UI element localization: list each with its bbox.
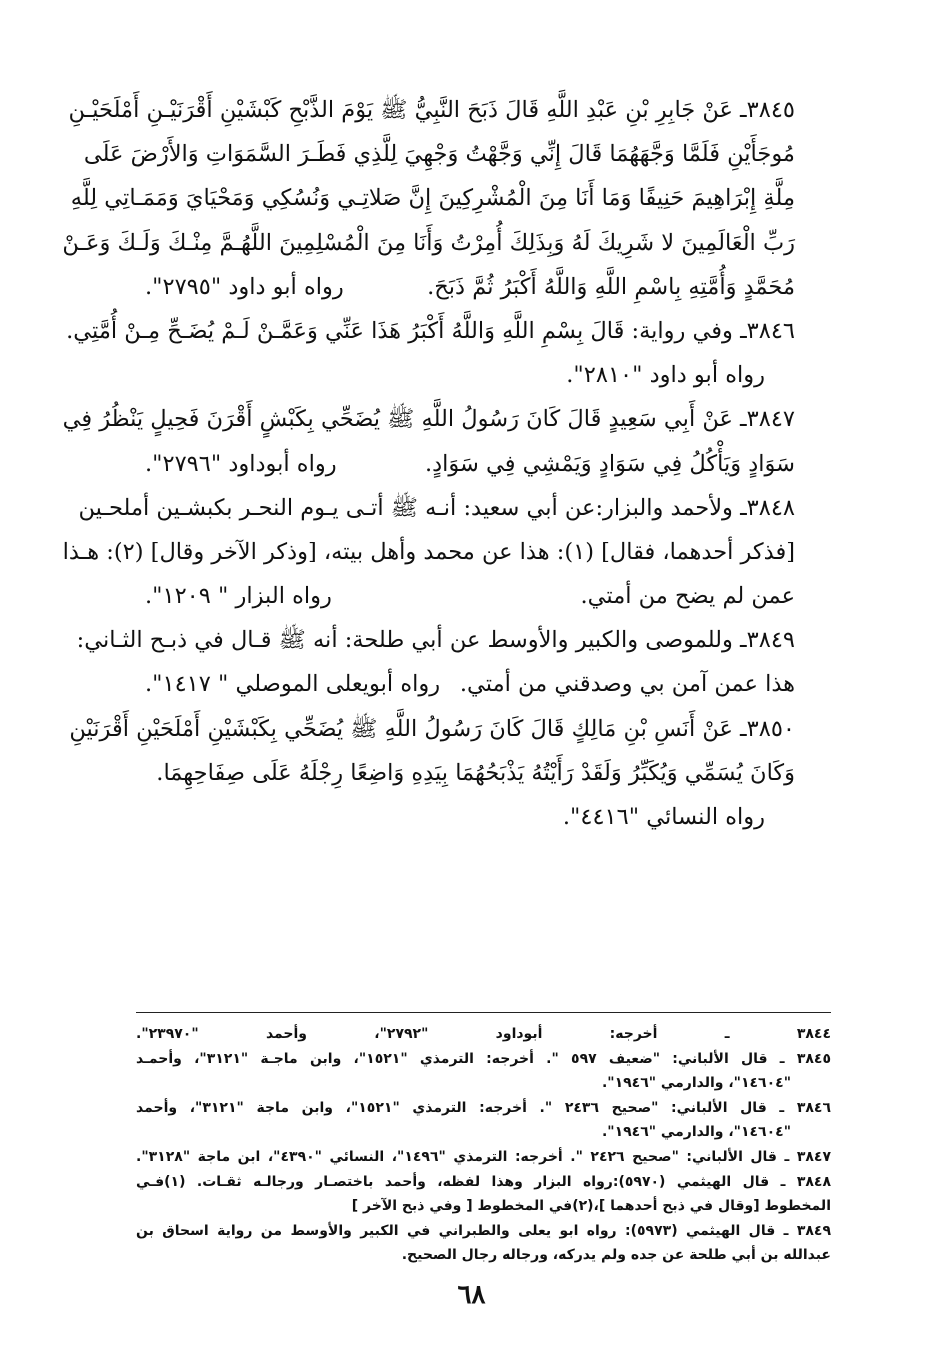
page-number: ٦٨ [457,1280,486,1310]
footnote-line: المخطوط [وقال في ذبح أحدهما ]،(٢)في المخطوط [ وفي ذبح الآخر ] [351,1198,831,1215]
text-line: رَبِّ الْعَالَمِينَ لا شَرِيكَ لَهُ وَبِذَلِكَ أُمِرْتُ وَأَنَا مِنَ الْمُسْلِمِينَ اللَّهُـمَّ مِنْـكَ وَلَـكَ وَعَـنْ [62,229,795,256]
footnote-line: ٣٨٤٥ ـ قال الألباني: "ضعيف ٥٩٧ ". أخرجه: الترمذي "١٥٢١"، وابن ماجـة "٣١٢١"، وأحمـد [136,1050,831,1067]
text-line: ٣٨٤٦ـ وفي رواية: قَالَ بِسْمِ اللَّهِ وَاللَّهُ أَكْبَرُ هَذَا عَنِّي وَعَمَّـنْ لَـمْ يُضَـحِّ مِـنْ أُمَّتِي. [66,317,795,344]
footnote-line: ٣٨٤٨ ـ قال الهيثمي (٥٩٧٠):رواه البزار وهذا لفظه، وأحمد باختصـار ورجالـه ثقـات. (١)فـي [136,1173,832,1190]
text-line: ٣٨٤٨ـ ولأحمد والبزار:عن أبي سعيد: أنـه ﷺ أتـى يـوم النحـر بكبشـين أملحـين [78,494,795,521]
text-line: ٣٨٤٧ـ عَنْ أَبِي سَعِيدٍ قَالَ كَانَ رَسُولُ اللَّهِ ﷺ يُضَحِّي بِكَبْشٍ أَقْرَنَ فَحِيلٍ يَنْظُرُ فِي [62,406,795,433]
text-line: ٣٨٥٠ـ عَنْ أَنَسِ بْنِ مَالِكٍ قَالَ كَانَ رَسُولُ اللَّهِ ﷺ يُضَحِّي بِكَبْشَيْنِ أَمْلَحَيْنِ أَقْرَنَيْنِ [69,715,795,742]
footnote-line: ٣٨٤٤ ـ أخرجه: أبوداود "٢٧٩٢"، وأحمد "٢٣٩٧٠". [136,1026,831,1042]
source-reference: رواه البزار " ١٢٠٩". [145,583,332,610]
text-line: مِلَّةِ إِبْرَاهِيمَ حَنِيفًا وَمَا أَنَا مِنَ الْمُشْرِكِينَ إِنَّ صَلاتِـي وَنُسُكِي وَمَحْيَايَ وَمَمَـاتِي لِلَّهِ [70,185,795,212]
footnote-line: "١٤٦٠٤"، والدارمي "١٩٤٦". [601,1075,791,1092]
line-text: عمن لم يضح من أمتي. [580,583,795,610]
line-text: مُحَمَّدٍ وَأُمَّتِهِ بِاسْمِ اللَّهِ وَاللَّهُ أَكْبَرُ ثُمَّ ذَبَحَ. [427,273,795,300]
text-line: ٣٨٤٩ـ وللموصى والكبير والأوسط عن أبي طلحة: أنه ﷺ قـال في ذبـح الثـاني: [76,627,795,654]
text-line: وَكَانَ يُسَمِّي وَيُكَبِّرُ وَلَقَدْ رَأَيْتُهُ يَذْبَحُهُمَا بِيَدِهِ وَاضِعًا رِجْلَهُ عَلَى صِفَاحِهِمَا. [156,759,795,786]
footnote-line: "١٤٦٠٤"، والدارمي "١٩٤٦". [601,1124,791,1141]
line-text: سَوَادٍ وَيَأْكُلُ فِي سَوَادٍ وَيَمْشِي فِي سَوَادٍ. [424,450,795,477]
source-reference: رواه أبو داود "٢٧٩٥". [145,273,344,300]
footnote-separator [136,1012,831,1013]
text-line [115,265,795,309]
footnote-line: ٣٨٤٧ ـ قال الألباني: "صحيح ٢٤٢٦ ". أخرجه: الترمذي "١٤٩٦"، النسائي "٤٣٩٠"، ابن ماجة "٣١٢٨". [136,1148,832,1165]
line-text: هذا عمن آمن بي وصدقني من أمتي. [459,671,795,698]
text-line [115,442,795,486]
footnotes [136,1022,831,1268]
source-reference: رواه أبوداود "٢٧٩٦". [145,450,337,477]
footnote-line: ٣٨٤٦ ـ قال الألباني: "صحيح ٢٤٣٦ ". أخرجه: الترمذي "١٥٢١"، وابن ماجة "٣١٢١"، وأحمد [136,1099,832,1116]
text-line [115,574,795,618]
text-line: [فذكر أحدهما، فقال] (١): هذا عن محمد وأهل بيته، [وذكر الآخر وقال] (٢): هـذا [62,538,795,565]
text-line: ٣٨٤٥ـ عَنْ جَابِرِ بْنِ عَبْدِ اللَّهِ قَالَ ذَبَحَ النَّبِيُّ ﷺ يَوْمَ الذَّبْحِ كَبْشَيْنِ أَقْرَنَيْـنِ أَمْلَحَيْـنِ [68,97,795,123]
footnote-line: ٣٨٤٩ ـ قال الهيثمي (٥٩٧٣): رواه ابو يعلى والطبراني في الكبير والأوسط من رواية اسحاق بن [136,1222,832,1239]
hadith-text [62,88,795,839]
text-line: مُوجَأَيْنِ فَلَمَّا وَجَّهَهُمَا قَالَ إِنِّي وَجَّهْتُ وَجْهِيَ لِلَّذِي فَطَـرَ السَّمَوَاتِ وَالأَرْضَ عَلَى [83,141,795,168]
source-reference: رواه النسائي "٤٤١٦". [562,804,765,830]
footnote-line: عبدالله بن أبي طلحة عن جده ولم يدركه، ورجاله رجال الصحيح. [401,1247,831,1264]
text-line [115,662,795,706]
source-reference: رواه أبويعلى الموصلي " ١٤١٧". [145,671,441,698]
source-reference: رواه أبو داود "٢٨١٠". [566,362,765,389]
